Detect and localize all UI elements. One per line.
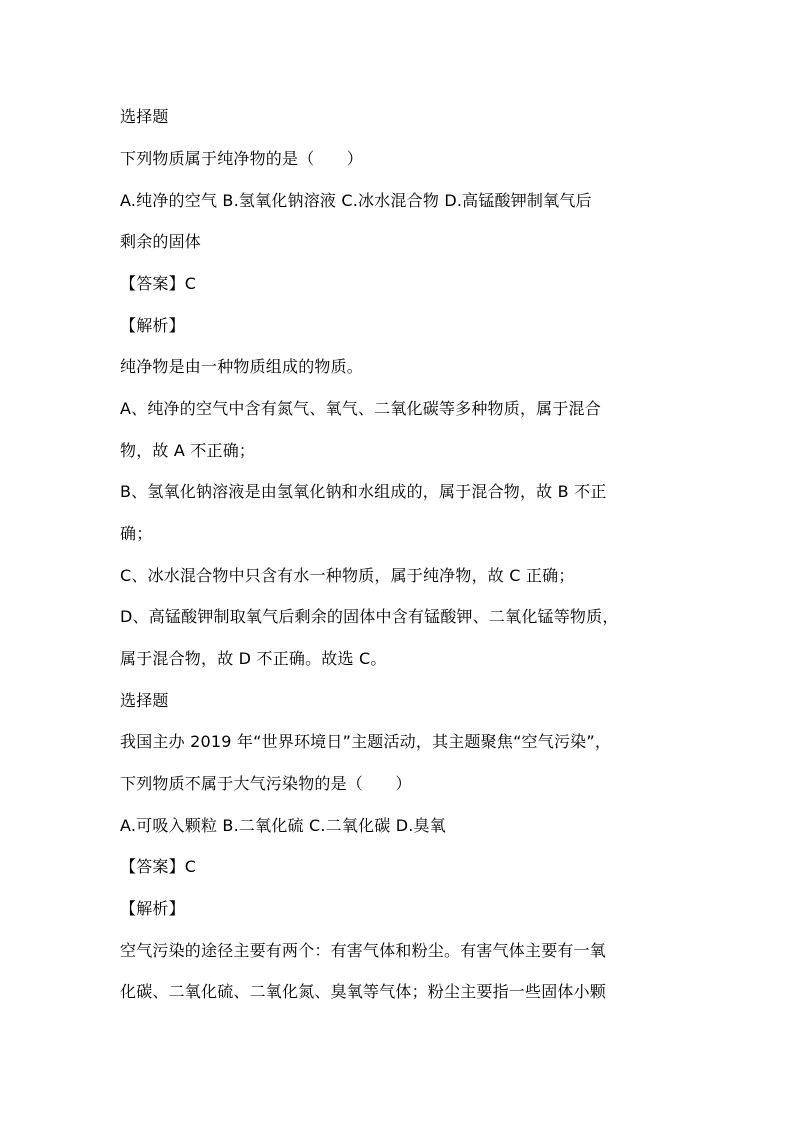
analysis-text: 纯净物是由一种物质组成的物质。 xyxy=(120,357,364,376)
question-stem: 我国主办 2019 年“世界环境日”主题活动，其主题聚焦“空气污染”， xyxy=(120,732,612,751)
section-heading: 选择题 xyxy=(120,107,169,126)
analysis-text: B、氢氧化钠溶液是由氢氧化钠和水组成的，属于混合物，故 B 不正 xyxy=(120,482,607,501)
analysis-heading: 【解析】 xyxy=(120,899,185,918)
analysis-text: D、高锰酸钾制取氧气后剩余的固体中含有锰酸钾、二氧化锰等物质， xyxy=(120,607,619,626)
question-options-continued: 剩余的固体 xyxy=(120,232,202,251)
answer-line: 【答案】C xyxy=(120,274,197,293)
analysis-text: 物，故 A 不正确； xyxy=(120,441,256,460)
analysis-text: C、冰水混合物中只含有水一种物质，属于纯净物，故 C 正确； xyxy=(120,566,575,585)
question-stem-continued: 下列物质不属于大气污染物的是（ ） xyxy=(120,774,412,793)
section-heading: 选择题 xyxy=(120,691,169,710)
answer-line: 【答案】C xyxy=(120,857,197,876)
question-stem: 下列物质属于纯净物的是（ ） xyxy=(120,149,364,168)
analysis-text: A、纯净的空气中含有氮气、氧气、二氧化碳等多种物质，属于混合 xyxy=(120,399,601,418)
analysis-text: 属于混合物，故 D 不正确。故选 C。 xyxy=(120,649,387,668)
analysis-heading: 【解析】 xyxy=(120,316,185,335)
question-options: A.纯净的空气 B.氢氧化钠溶液 C.冰水混合物 D.高锰酸钾制氧气后 xyxy=(120,191,592,210)
analysis-text: 空气污染的途径主要有两个：有害气体和粉尘。有害气体主要有一氧 xyxy=(120,941,607,960)
question-options: A.可吸入颗粒 B.二氧化硫 C.二氧化碳 D.臭氧 xyxy=(120,816,446,835)
analysis-text: 确； xyxy=(120,524,153,543)
analysis-text: 化碳、二氧化硫、二氧化氮、臭氧等气体；粉尘主要指一些固体小颗 xyxy=(120,982,607,1001)
